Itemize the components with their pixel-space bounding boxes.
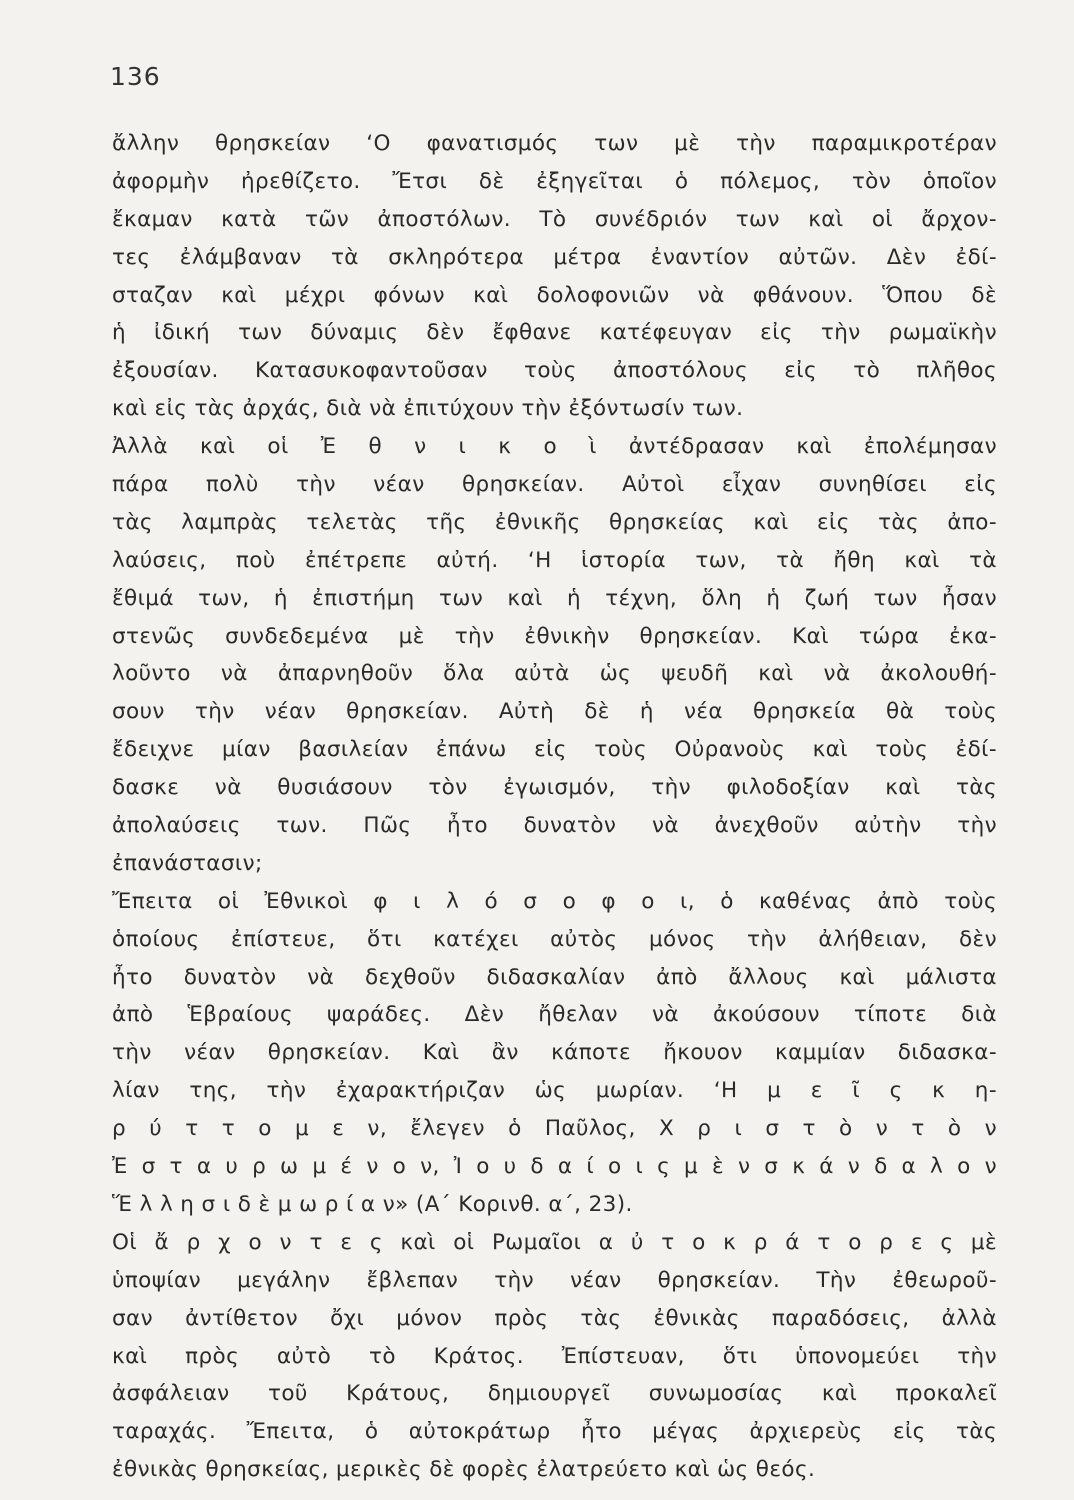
text-line: Ἐ σ τ α υ ρ ω μ έ ν ο ν, Ἰ ο υ δ α ί ο ι ς μ ὲ ν σ κ ά ν δ α λ ο ν [112, 1154, 997, 1180]
text-line: πάρα πολὺ τὴν νέαν θρησκείαν. Αὐτοὶ εἶχαν συνηθίσει εἰς [112, 472, 997, 498]
text-line: ἄλλην θρησκείαν ‘Ο φανατισμός των μὲ τὴν παραμικροτέραν [112, 131, 997, 156]
text-line: Ἀλλὰ καὶ οἱ Ἐ θ ν ι κ ο ὶ ἀντέδρασαν καὶ ἐπολέμησαν [112, 434, 997, 460]
text-line: σαν ἀντίθετον ὄχι μόνον πρὸς τὰς ἐθνικὰς παραδόσεις, ἀλλὰ [112, 1305, 997, 1331]
text-line: ἐθνικὰς θρησκείας, μερικὲς δὲ φορὲς ἐλατρεύετο καὶ ὡς θεός. [112, 1457, 816, 1483]
text-line: ἐξουσίαν. Κατασυκοφαντοῦσαν τοὺς ἀποστόλους εἰς τὸ πλῆθος [112, 358, 997, 384]
text-line: ἐπανάστασιν; [112, 850, 263, 876]
text-line: ἔκαμαν κατὰ τῶν ἀποστόλων. Τὸ συνέδριόν των καὶ οἱ ἄρχον- [112, 206, 997, 232]
text-line: ρ ύ τ τ ο μ ε ν, ἔλεγεν ὁ Παῦλος, Χ ρ ι σ τ ὸ ν τ ὸ ν [112, 1116, 997, 1142]
text-line: ἀπολαύσεις των. Πῶς ἦτο δυνατὸν νὰ ἀνεχθοῦν αὐτὴν τὴν [112, 813, 997, 839]
text-line: ἔδειχνε μίαν βασιλείαν ἐπάνω εἰς τοὺς Οὐρανοὺς καὶ τοὺς ἐδί- [112, 737, 997, 763]
text-line: ταραχάς. Ἔπειτα, ὁ αὐτοκράτωρ ἦτο μέγας ἀρχιερεὺς εἰς τὰς [112, 1419, 997, 1445]
text-line: Ἔπειτα οἱ Ἐθνικοὶ φ ι λ ό σ ο φ ο ι, ὁ καθένας ἀπὸ τοὺς [112, 888, 997, 914]
text-line: λαύσεις, ποὺ ἐπέτρεπε αὐτή. ‘Η ἱστορία των, τὰ ἤθη καὶ τὰ [112, 547, 997, 573]
text-line: τες ἐλάμβαναν τὰ σκληρότερα μέτρα ἐναντίον αὐτῶν. Δὲν ἐδί- [112, 244, 997, 270]
text-line: ἀφορμὴν ἠρεθίζετο. Ἔτσι δὲ ἐξηγεῖται ὁ πόλεμος, τὸν ὁποῖον [112, 168, 997, 194]
text-line: Οἱ ἄ ρ χ ο ν τ ε ς καὶ οἱ Ρωμαῖοι α ὐ τ ο κ ρ ά τ ο ρ ε ς μὲ [112, 1229, 997, 1255]
page-number: 136 [110, 62, 161, 91]
text-line: ἀσφάλειαν τοῦ Κράτους, δημιουργεῖ συνωμοσίας καὶ προκαλεῖ [112, 1381, 997, 1407]
body-text [112, 125, 997, 1489]
text-line: σουν τὴν νέαν θρησκείαν. Αὐτὴ δὲ ἡ νέα θρησκεία θὰ τοὺς [112, 699, 997, 725]
text-line: ὁποίους ἐπίστευε, ὅτι κατέχει αὐτὸς μόνος τὴν ἀλήθειαν, δὲν [112, 926, 997, 952]
text-line: δασκε νὰ θυσιάσουν τὸν ἐγωισμόν, τὴν φιλοδοξίαν καὶ τὰς [112, 775, 997, 801]
text-line: Ἕ λ λ η σ ι δ ὲ μ ω ρ ί α ν» (Α΄ Κορινθ. α΄, 23). [112, 1191, 633, 1217]
text-line: σταζαν καὶ μέχρι φόνων καὶ δολοφονιῶν νὰ φθάνουν. Ὅπου δὲ [112, 282, 997, 308]
text-line: τὰς λαμπρὰς τελετὰς τῆς ἐθνικῆς θρησκείας καὶ εἰς τὰς ἀπο- [112, 509, 997, 535]
text-line: ἡ ἰδική των δύναμις δὲν ἔφθανε κατέφευγαν εἰς τὴν ρωμαϊκὴν [112, 320, 997, 346]
text-line: καὶ εἰς τὰς ἀρχάς, διὰ νὰ ἐπιτύχουν τὴν ἐξόντωσίν των. [112, 396, 744, 422]
text-line: ἦτο δυνατὸν νὰ δεχθοῦν διδασκαλίαν ἀπὸ ἄλλους καὶ μάλιστα [112, 964, 997, 990]
text-line: ὑποψίαν μεγάλην ἔβλεπαν τὴν νέαν θρησκείαν. Τὴν ἐθεωροῦ- [112, 1267, 997, 1293]
text-line: ἀπὸ Ἑβραίους ψαράδες. Δὲν ἤθελαν νὰ ἀκούσουν τίποτε διὰ [112, 1002, 997, 1028]
text-line: καὶ πρὸς αὐτὸ τὸ Κράτος. Ἐπίστευαν, ὅτι ὑπονομεύει τὴν [112, 1343, 997, 1369]
text-line: ἔθιμά των, ἡ ἐπιστήμη των καὶ ἡ τέχνη, ὅλη ἡ ζωή των ἦσαν [112, 585, 997, 611]
text-line: λοῦντο νὰ ἀπαρνηθοῦν ὅλα αὐτὰ ὡς ψευδῆ καὶ νὰ ἀκολουθή- [112, 661, 997, 687]
text-line: στενῶς συνδεδεμένα μὲ τὴν ἐθνικὴν θρησκείαν. Καὶ τώρα ἐκα- [112, 623, 997, 649]
text-line: λίαν της, τὴν ἐχαρακτήριζαν ὡς μωρίαν. ‘Η μ ε ῖ ς κ η- [112, 1078, 997, 1104]
text-line: τὴν νέαν θρησκείαν. Καὶ ἂν κάποτε ἤκουον καμμίαν διδασκα- [112, 1040, 997, 1066]
